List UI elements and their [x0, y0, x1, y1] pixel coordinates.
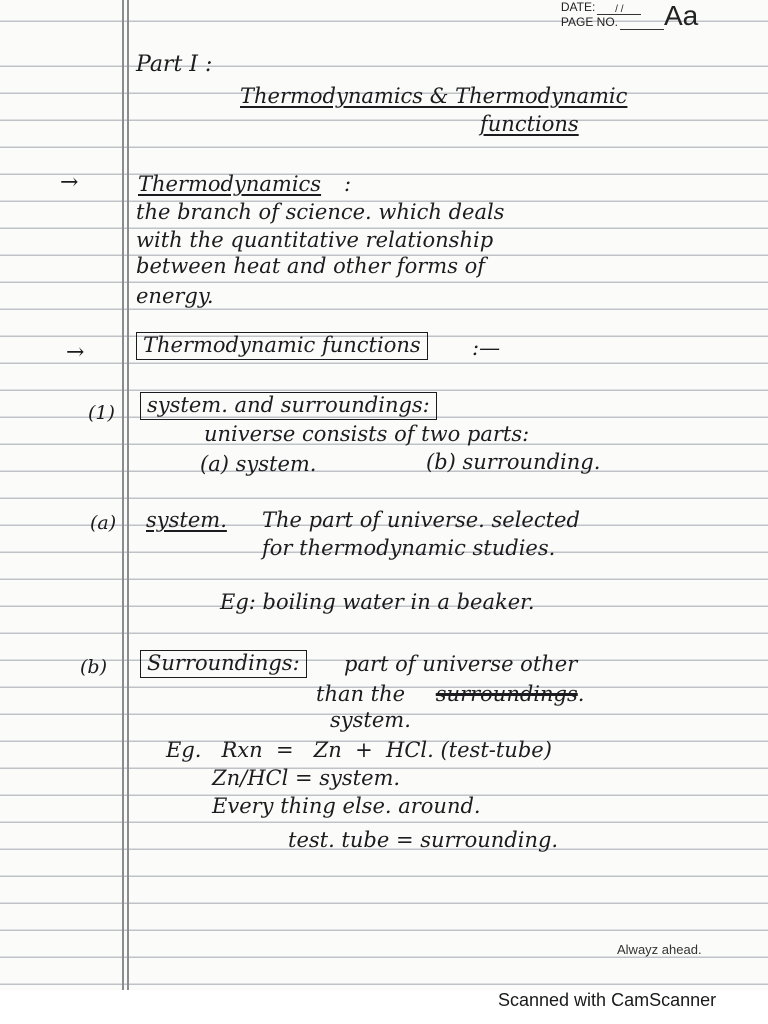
date-label: DATE:	[560, 0, 596, 14]
definition-system-1: The part of universe. selected	[262, 508, 580, 532]
brand-logo: Aa	[664, 0, 699, 31]
signature-text: Alwayz ahead.	[617, 942, 702, 957]
term-system: system.	[146, 508, 227, 532]
margin-line-right	[127, 0, 129, 990]
sub-number-b: (b)	[80, 656, 107, 678]
definition-surroundings-1: part of universe other	[344, 652, 578, 676]
margin-line-left	[122, 0, 124, 990]
arrow-bullet-1: →	[60, 170, 79, 195]
definition-line-1: the branch of science. which deals	[136, 200, 505, 224]
section-heading-dash: :—	[472, 336, 501, 360]
item-number-1: (1)	[88, 402, 115, 424]
example-everything-else: Every thing else. around.	[212, 794, 481, 818]
page-header	[561, 0, 664, 30]
item-heading-system-surroundings: system. and surroundings:	[140, 392, 437, 420]
item-line-universe: universe consists of two parts:	[204, 422, 530, 446]
item-option-surrounding: (b) surrounding.	[426, 450, 601, 474]
sub-number-a: (a)	[90, 512, 117, 534]
date-blank	[597, 2, 641, 15]
item-option-system: (a) system.	[200, 452, 317, 476]
camscanner-watermark: Scanned with CamScanner	[498, 990, 717, 1010]
page-no-label: PAGE NO.	[560, 15, 618, 29]
definition-system-2: for thermodynamic studies.	[262, 536, 556, 560]
term-surroundings: Surroundings:	[140, 650, 307, 678]
section-heading-functions: Thermodynamic functions	[136, 332, 428, 360]
definition-line-4: energy.	[136, 284, 214, 308]
date-value: / /	[615, 4, 624, 15]
part-label: Part I :	[136, 52, 213, 77]
section-heading-colon: :	[344, 172, 352, 196]
definition-line-3: between heat and other forms of	[136, 254, 486, 278]
than-the: than the	[316, 682, 406, 706]
struck-period: .	[577, 682, 585, 706]
example-test-tube: test. tube = surrounding.	[288, 828, 559, 852]
example-boiling-water: Eg: boiling water in a beaker.	[220, 590, 535, 614]
example-reaction: Eg. Rxn = Zn + HCl. (test-tube)	[166, 738, 552, 762]
page-no-blank	[620, 17, 664, 30]
definition-surroundings-2	[316, 682, 584, 706]
struck-word: surroundings	[435, 682, 578, 706]
section-heading-thermodynamics: Thermodynamics	[138, 172, 322, 196]
title-line-1: Thermodynamics & Thermodynamic	[240, 84, 628, 108]
arrow-bullet-2: →	[66, 340, 85, 365]
example-system: Zn/HCl = system.	[212, 766, 401, 790]
definition-line-2: with the quantitative relationship	[136, 228, 494, 252]
definition-surroundings-3: system.	[330, 708, 411, 732]
title-line-2: functions	[480, 112, 579, 136]
